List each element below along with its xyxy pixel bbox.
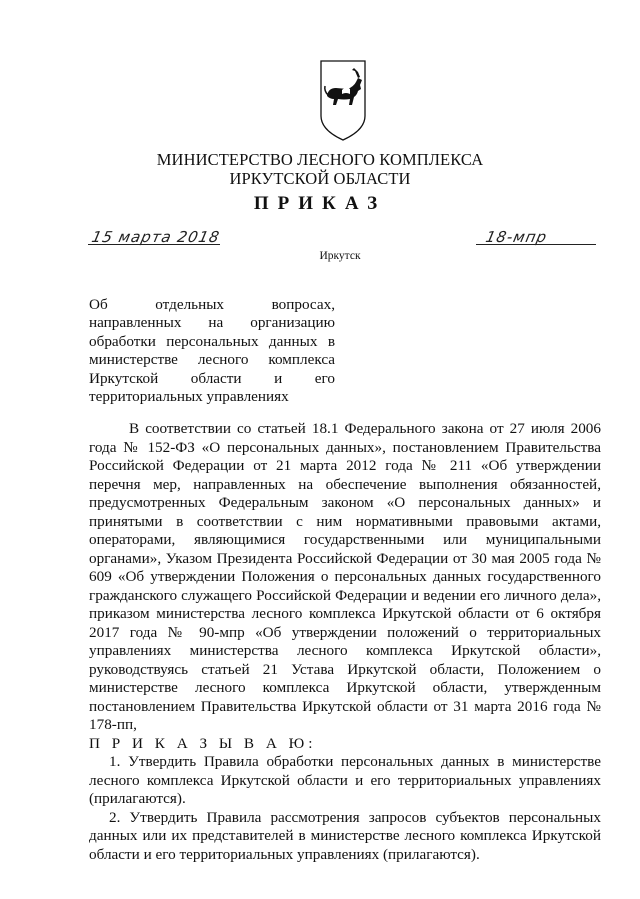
order-subject [89,296,335,406]
ministry-name-line-2: ИРКУТСКОЙ ОБЛАСТИ [229,169,411,188]
irkutsk-babr-emblem-icon [318,58,368,142]
handwritten-date: 15 марта 2018 [90,228,222,246]
subject-line: территориальных управлениях [89,388,289,406]
ministry-name-line-1: МИНИСТЕРСТВО ЛЕСНОГО КОМПЛЕКСА [156,150,484,169]
order-item-2: 2. Утвердить Правила рассмотрения запросов субъектов персональных данных или их представителей в министерстве лесного комплекса Иркутской области и его территориальных управлениях (прилагаются). [89,808,601,863]
city-label: Иркутск [319,250,361,262]
order-item-1: 1. Утвердить Правила обработки персональных данных в министерстве лесного комплекса Иркутской области и его территориальных управлениях (прилагаются). [89,753,601,807]
number-underline [476,244,596,245]
order-keyword: П Р И К А З Ы В А Ю: [89,734,317,752]
subject-line: обработки персональных данных в [89,332,335,350]
subject-line: министерстве лесного комплекса [89,351,335,369]
date-underline [88,244,220,245]
handwritten-number: 18-мпр [484,228,550,246]
order-body [89,420,601,864]
preamble-paragraph: В соответствии со статьей 18.1 Федерального закона от 27 июля 2006 года № 152-ФЗ «О персональных данных», постановлением Правительства Российской Федерации от 21 марта 2012 года № 211 «Об утверждении перечня мер, направленных на обеспечение выполнения обязанностей, предусмотренных Федеральным законом «О персональных данных» и принятыми в соответствии с ним нормативными правовыми актами, операторами, являющимися государственными или муниципальными органами», Указом Президента Российской Федерации от 30 мая 2005 года № 609 «Об утверждении Положения о персональных данных государственного гражданского служащего Российской Федерации и ведении его личного дела», приказом министерства лесного комплекса Иркутской области от 6 октября 2017 года № 90-мпр «Об утверждении положений о территориальных управлениях министерства лесного комплекса Иркутской области», руководствуясь статьей 21 Устава Иркутской области, Положением о министерстве лесного комплекса Иркутской области, утвержденным постановлением Правительства Иркутской области от 31 марта 2016 года № 178-пп, [89,420,601,733]
subject-line: направленных на организацию [89,314,335,332]
subject-line: Иркутской области и его [89,369,335,387]
subject-line: Об отдельных вопросах, [89,296,335,313]
document-title: ПРИКАЗ [253,193,387,214]
